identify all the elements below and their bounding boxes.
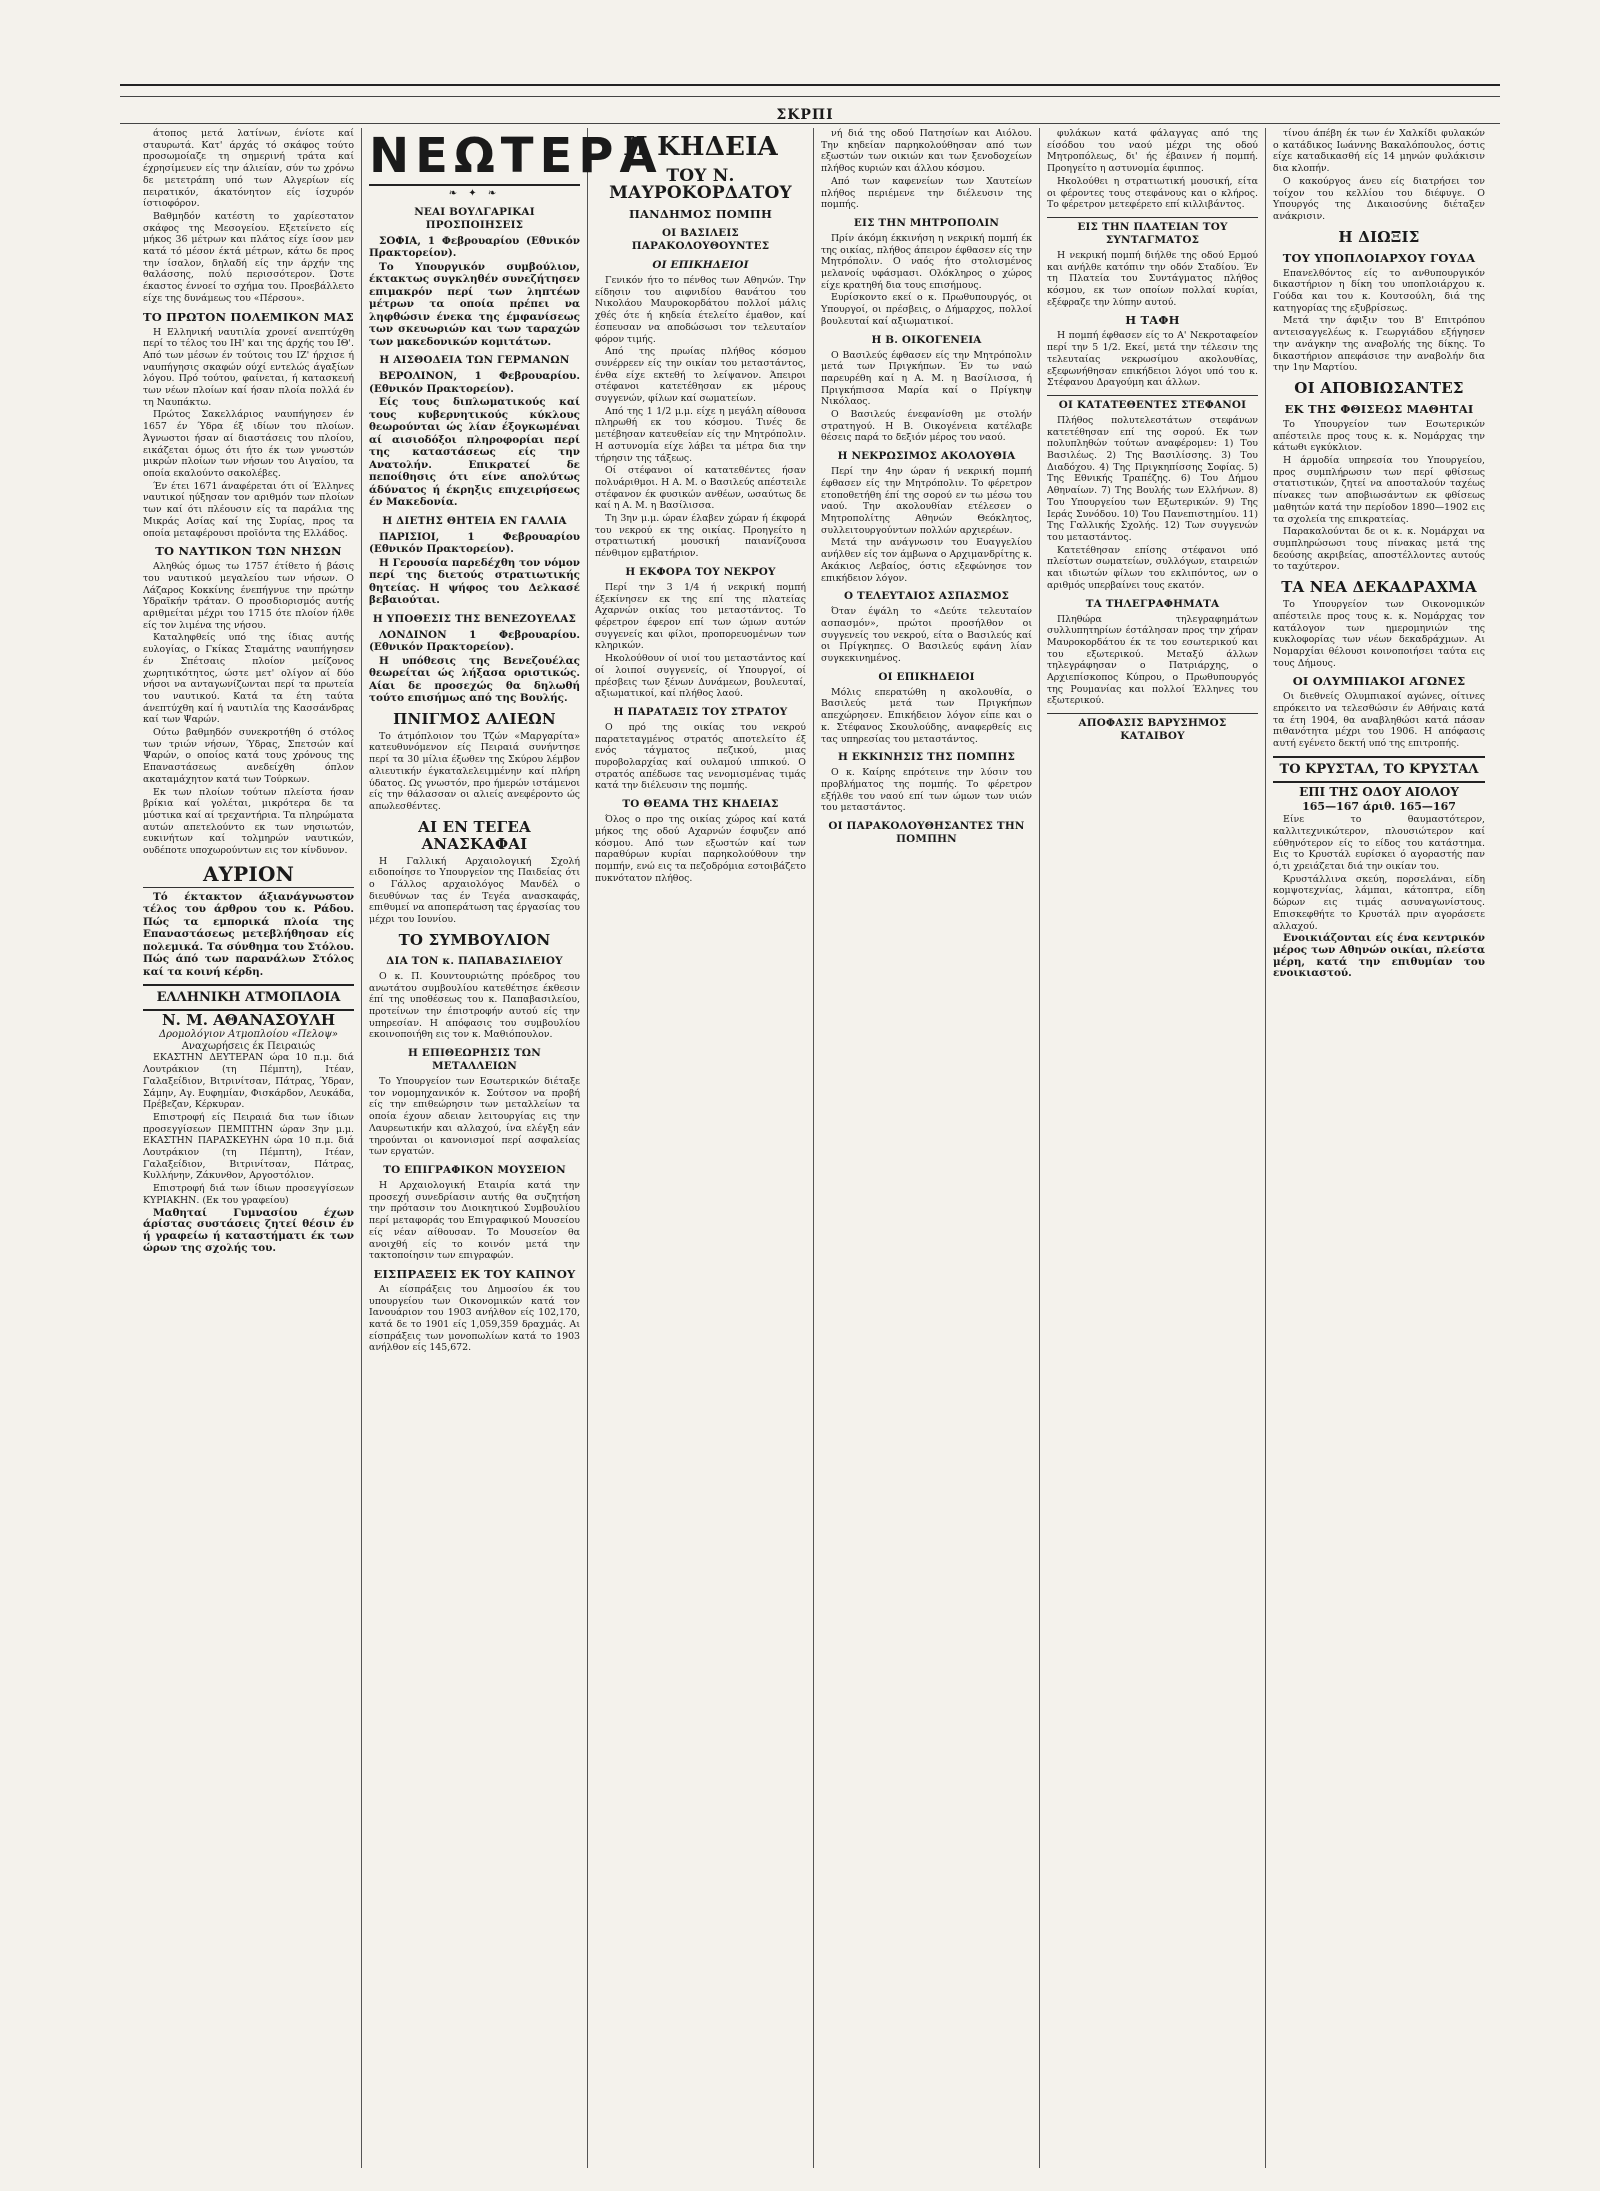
classified-ad: Μαθηταί Γυμνασίου έχων άρίστας συστάσεις ζητεί θέσιν έν ή γραφείω ή καταστήματι έκ των ώρων της σχολής του.: [143, 1206, 354, 1254]
section-masthead: ΝΕΩΤΕΡΑ: [369, 128, 663, 184]
column-6: [1266, 128, 1492, 2168]
dispatch-dateline: ΛΟΝΔΙΝΟΝ 1 Φεβρουαρίου. (Εθνικόν Πρακτορείον).: [369, 628, 580, 654]
section-heading: ΕΙΣΠΡΑΞΕΙΣ ΕΚ ΤΟΥ ΚΑΠΝΟΥ: [373, 1266, 576, 1281]
paragraph: Γενικόν ήτο το πένθος των Αθηνών. Την είδησιν του αιφνιδίου θανάτου του Νικολάου Μαυροκορδάτου πολλοί μάλις χθές ότε ή κηδεία έτελείτο έμαθον, καί έσπευσαν να αποδώσωσι τον τελευταίον φόρον τιμής.: [595, 275, 806, 345]
section-heading: ΤΟ ΠΡΩΤΟΝ ΠΟΛΕΜΙΚΟΝ ΜΑΣ: [143, 309, 354, 324]
paragraph: Ηκολούθει η στρατιωτική μουσική, είτα οι φέροντες τους στεφάνους και ο κλήρος. Το φέρετρον μετεφέρετο επί κιλλιβάντος.: [1047, 175, 1258, 211]
paragraph: Παρακαλούνται δε οι κ. κ. Νομάρχαι να συμπληρώσωσι τους πίνακας μετά της δεούσης ακριβείας, αποστέλλοντες αυτούς το ταχύτερον.: [1273, 526, 1485, 573]
paragraph: Πλήθος πολυτελεστάτων στεφάνων κατετέθησαν επί της σορού. Εκ των πολυπληθών τούτων αναφέρομεν: 1) Του Βασιλέως. 2) Της Βασιλίσσης. 3) Του Διαδόχου. 4) Της Πριγκηπίσσης Σοφίας. 5) Της Εθνικής Τραπέζης. 6) Του Δήμου Αθηναίων. 7) Της Βουλής των Ελλήνων. 8) Του Υπουργείου των Εξωτερικών. 9) Της Ιεράς Συνόδου. 10) Του Πανεπιστημίου. 11) Της Γαλλικής Σχολής. 12) Των συγγενών του μεταστάντος.: [1047, 414, 1258, 543]
section-heading: ΤΟ ΣΥΜΒΟΥΛΙΟΝ: [398, 930, 551, 949]
dispatch-text: Είς τους διπλωματικούς καί τους κυβερνητικούς κύκλους θεωρούνται ώς λίαν έξογκωμέναι αί αισιοδόξοι πληροφορίαι περί της καταστάσεως είς την Ανατολήν. Επικρατεί δε πεποίθησις ότι είνε απολύτως άδύνατος ή έκρηξις επιχειρήσεως έν Μακεδονία.: [369, 396, 580, 509]
paragraph: Ο Βασιλεύς ένεφανίσθη με στολήν στρατηγού. Η Β. Οικογένεια κατέλαβε θέσεις παρά το δεξιόν μέρος του ναού.: [821, 409, 1032, 444]
folio-rule: [120, 123, 1500, 124]
paragraph: Αι είσπράξεις του Δημοσίου έκ του υπουργείου των Οικονομικών κατά τον Ιανουάριον του 1903 ανήλθον είς 102,170, κατά δε το 1901 είς 1,059,359 δραχμάς. Αι είσπράξεις των μονοπωλίων κατά το 1903 ανήλθον είς 145,672.: [369, 1283, 580, 1354]
paragraph: Οι διεθνείς Ολυμπιακοί αγώνες, οίτινες επρόκειτο να τελεσθώσιν έν Αθήναις κατά τα έτη 1904, θα αναβληθώσι κατά πάσαν πιθανότητα μέχρι του 1906. Η απόφασις αυτή εγένετο δεκτή υπό της επιτροπής.: [1273, 691, 1485, 750]
section-subheading: ΤΟΥ ΥΠΟΠΛΟΙΑΡΧΟΥ ΓΟΥΔΑ: [1282, 250, 1476, 265]
section-heading: ΑΙ ΕΝ ΤΕΓΕΑ ΑΝΑΣΚΑΦΑΙ: [418, 817, 531, 853]
paragraph: Το άτμόπλοιον του Τζών «Μαργαρίτα» κατευθυνόμενον είς Πειραιά συνήντησε περί τα 30 μίλια έξωθεν της Σκύρου λέμβον αλιευτικήν έγκαταλελειμμένην καί πλήρη ύδατος. Ως γνωστόν, προ ήμερών ιστάμενοι είς την θάλασσαν οι αλιείς ανεφέροντο ώς απωλεσθέντες.: [369, 730, 580, 812]
section-heading: ΠΝΙΓΜΟΣ ΑΛΙΕΩΝ: [393, 709, 556, 728]
paragraph: Αληθώς όμως τω 1757 έτίθετο ή βάσις του ναυτικού μεγαλείου των νήσων. Ο Λάζαρος Κοκκίνης ένεπήγνυε την πρώτην Υδραϊκήν τράταν. Ο προσδιορισμός αυτής αριθμείται μέχρι του 1715 ότε πλοίον ήλθε είς τον λιμένα της νήσου.: [143, 561, 354, 631]
ad-subtitle: ΕΠΙ ΤΗΣ ΟΔΟΥ ΑΙΟΛΟΥ: [1299, 784, 1459, 799]
paragraph: τίνου άπέβη έκ των έν Χαλκίδι φυλακών ο κατάδικος Ιωάννης Βακαλόπουλος, όστις είχε καταδικασθή είς 14 μηνών φυλάκισιν δια κλοπήν.: [1273, 128, 1485, 175]
column-4: [814, 128, 1040, 2168]
paragraph: Εκ των πλοίων τούτων πλείστα ήσαν βρίκια καί γολέται, μικρότερα δε τα μύστικα καί αί τρεχαντήρια. Τα πληρώματα αυτών απετελούντο εκ των νησιωτών, ευκινήτων καί τολμηρών ναυτικών, ουδέποτε υποχωρούντων εις τον κίνδυνον.: [143, 786, 354, 857]
paragraph: Η Γαλλική Αρχαιολογική Σχολή ειδοποίησε το Υπουργείον της Παιδείας ότι ο Γάλλος αρχαιολόγος Μανδέλ ο διευθύνων τας έν Τεγέα ανασκαφάς, επιθυμεί να αποπεράτωση τας έργασίας του μέχρι του Ιουνίου.: [369, 855, 580, 926]
section-heading: Η ΥΠΟΘΕΣΙΣ ΤΗΣ ΒΕΝΕΖΟΥΕΛΑΣ: [372, 612, 577, 625]
header-rule-thin: [120, 96, 1500, 97]
paragraph: Έν έτει 1671 άναφέρεται ότι οί Έλληνες ναυτικοί ηύξησαν τον αριθμόν των πλοίων των καί ότι πλέουσιν είς τα παράλια της Μικράς Ασίας καί της Συρίας, προς τα οποία μεταφέρουσι προϊόντα της Ελλάδος.: [143, 480, 354, 539]
section-heading: Η Β. ΟΙΚΟΓΕΝΕΙΑ: [871, 333, 982, 346]
paragraph: Το Υπουργείον των Εσωτερικών διέταξε τον νομομηχανικόν κ. Σούτσον να προβή είς την επιθεώρησιν των μεταλλείων τα οποία έχουν αδειαν λειτουργίας εις την Λαυρεωτικήν και αλλαχού, ίνα ελέγξη εάν τηρούνται οι κανονισμοί περί ασφαλείας των εργατών.: [369, 1076, 580, 1158]
paragraph: Μετά την ανάγνωσιν του Ευαγγελίου ανήλθεν είς τον άμβωνα ο Αρχιμανδρίτης κ. Ακάκιος Λεβαίος, όστις εξεφώνησε τον επικήδειον λόγον.: [821, 537, 1032, 584]
section-heading: ΟΙ ΠΑΡΑΚΟΛΟΥΘΗΣΑΝΤΕΣ ΤΗΝ ΠΟΜΠΗΝ: [828, 820, 1025, 846]
section-heading: Η ΑΙΣΘΟΔΕΙΑ ΤΩΝ ΓΕΡΜΑΝΩΝ: [379, 354, 570, 367]
paragraph: Η Αρχαιολογική Εταιρία κατά την προσεχή συνεδρίασιν αυτής θα συζητήση την πρότασιν του Διοικητικού Συμβουλίου περί μεταφοράς του Επιγραφικού Μουσείου είς νέαν αίθουσαν. Το Μουσείον θα ανοιχθή είς το κοινόν μετά την τακτοποίησιν των επιγραφών.: [369, 1179, 580, 1262]
section-heading: ΟΙ ΑΠΟΒΙΩΣΑΝΤΕΣ: [1294, 378, 1464, 397]
paragraph: Ηκολούθουν οί υιοί του μεταστάντος καί οί λοιποί συγγενείς, οί Υπουργοί, οί πρέσβεις των ξένων Δυνάμεων, βουλευταί, αξιωματικοί, καί πλήθος λαού.: [595, 653, 806, 700]
paragraph: Επανελθόντος είς το ανθυπουργικόν δικαστήριον η δίκη του υποπλοιάρχου κ. Γούδα και του κ. Κουτσούλη, διά της κατηγορίας της εξυβρίσεως.: [1273, 267, 1485, 314]
paragraph: Το Υπουργείον των Εσωτερικών απέστειλε προς τους κ. κ. Νομάρχας την κάτωθι εγκύκλιον.: [1273, 418, 1485, 454]
paragraph: Η πομπή έφθασεν είς το Α' Νεκροταφείον περί την 5 1/2. Εκεί, μετά την τέλεσιν της τελευταίας νεκρωσίμου ακολουθίας, εξεφωνήθησαν επικήδειοι λόγοι υπό του κ. Στέφανου Δραγούμη και άλλων.: [1047, 330, 1258, 389]
ad-paragraph: Κρυστάλλινα σκεύη, πορσελάναι, είδη κομψοτεχνίας, λάμπαι, κάτοπτρα, είδη δώρων εις τιμάς ασυναγωνίστους. Επισκεφθήτε το Κρυστάλ πριν αγοράσετε αλλαχού.: [1273, 873, 1485, 932]
atrion-notice: Τό έκτακτον άξιανάγνωστον τέλος του άρθρου του κ. Ράδου. Πώς τα εμπορικά πλοία της Επαναστάσεως μετεβλήθησαν είς πολεμικά. Τα σύνθημα του Στόλου. Πώς άπό των παρανάλων Στόλος καί τα κοινή κέρδη.: [143, 890, 354, 978]
paragraph: Περί την 3 1/4 ή νεκρική πομπή έξεκίνησεν εκ της επί της πλατείας Αχαρνών οικίας του μεταστάντος. Το φέρετρον έφερον επί των ώμων αυτών συγγενείς και φίλοι, προπορευομένων των κληρικών.: [595, 581, 806, 652]
paragraph: Η Ελληνική ναυτιλία χρονεί ανεπτύχθη περί το τέλος του ΙΗ' και της άρχής του ΙΘ'. Από των μέσων έν τούτοις του ΙΖ' ήρχισε ή ναυπήγησις σκαφών ούχί εντελώς άγαξίων λόγου. Πρό τούτου, φαίνεται, ή κατασκευή των νέων πλοίων καί ήσαν πλοία πολλά έν τη Ναυπάκτω.: [143, 326, 354, 408]
paragraph: Ο πρό της οικίας του νεκρού παρατεταγμένος στρατός αποτελείτο έξ ενός τάγματος πεζικού, μιας πυροβολαρχίας καί ουλαμού ιππικού. Ο στρατός απέδωσε τας νενομισμένας τιμάς κατά την διέλευσιν της πομπής.: [595, 721, 806, 792]
paragraph: Η νεκρική πομπή διήλθε της οδού Ερμού και ανήλθε κατόπιν την οδόν Σταδίου. Έν τη Πλατεία του Συντάγματος πλήθος κόσμου, εκ των οποίων πολλαί κυρίαι, εξέφραζε την λύπην αυτού.: [1047, 249, 1258, 308]
section-subheading: ΔΙΑ ΤΟΝ κ. ΠΑΠΑΒΑΣΙΛΕΙΟΥ: [386, 954, 563, 967]
dispatch-dateline: ΣΟΦΙΑ, 1 Φεβρουαρίου (Εθνικόν Πρακτορείον).: [369, 234, 580, 260]
paragraph: νή διά της οδού Πατησίων και Αιόλου. Την κηδείαν παρηκολούθησαν από των εξωστών των οικιών και των ξενοδοχείων πλήθος κυριών και άλλου κόσμου.: [821, 128, 1032, 175]
section-heading: ΟΙ ΟΛΥΜΠΙΑΚΟΙ ΑΓΩΝΕΣ: [1292, 674, 1466, 689]
ad-paragraph: Επιστροφή διά των ίδιων προσεγγίσεων ΚΥΡΙΑΚΗΝ. (Εκ του γραφείου): [143, 1183, 354, 1206]
section-heading: Η ΔΙΩΞΙΣ: [1338, 227, 1420, 246]
section-heading: ΟΙ ΚΑΤΑΤΕΘΕΝΤΕΣ ΣΤΕΦΑΝΟΙ: [1047, 395, 1258, 412]
atrion-heading: ΑΥΡΙΟΝ: [143, 863, 354, 888]
funeral-deck: ΠΑΝΔΗΜΟΣ ΠΟΜΠΗ: [628, 207, 773, 221]
paragraph: Ευρίσκοντο εκεί ο κ. Πρωθυπουργός, οι Υπουργοί, οι πρέσβεις, ο Δήμαρχος, πολλοί βουλευταί καί αξιωματικοί.: [821, 292, 1032, 327]
ad-departures-label: Αναχωρήσεις έκ Πειραιώς: [181, 1040, 316, 1052]
funeral-headline: Η ΚΗΔΕΙΑ: [623, 132, 778, 162]
header-rule: [120, 84, 1500, 86]
ad-company-name: Ν. Μ. ΑΘΑΝΑΣΟΥΛΗ: [161, 1011, 336, 1030]
dispatch-text: Η Γερουσία παρεδέχθη τον νόμον περί της διετούς στρατιωτικής θητείας. Η ψήφος του Δελκασέ βεβαιούται.: [369, 556, 580, 607]
dispatch-text: Η υπόθεσις της Βενεζουέλας θεωρείται ώς λήξασα οριστικώς. Αίαι δε προσεχώς θα δηλωθή τούτο επισήμως από της Βουλής.: [369, 654, 580, 705]
funeral-deck: ΟΙ ΒΑΣΙΛΕΙΣ ΠΑΡΑΚΟΛΟΥΘΟΥΝΤΕΣ: [631, 227, 770, 252]
paragraph: Το Υπουργείον των Οικονομικών απέστειλε προς τους κ. κ. Νομάρχας τον κατάλογον των ημερομηνιών της κυκλοφορίας των νέων δεκαδράχμων. Αι Νομαρχίαι θέλουσι κοινοποιήσει ταύτα εις τους Δήμους.: [1273, 599, 1485, 669]
classified-ad: Ενοικιάζονται είς ένα κεντρικόν μέρος των Αθηνών οικίαι, πλείστα μέρη, κατά την επιθυμίαν του ενοικιαστού.: [1273, 932, 1485, 980]
section-heading: Η ΕΠΙΘΕΩΡΗΣΙΣ ΤΩΝ ΜΕΤΑΛΛΕΙΩΝ: [408, 1047, 541, 1073]
dispatch-text: Το Υπουργικόν συμβούλιον, έκτακτως συγκληθέν συνεζήτησεν επιμακρόν περί των ληπτέων μέτρων τα οποία πρέπει να ληφθώσιν ένεκα της έμφανίσεως των σκευωριών και των ταραχών των μακεδονικών κομιτάτων.: [369, 260, 580, 348]
paragraph: Από των καφενείων των Χαυτείων πλήθος περιέμενε την διέλευσιν της πομπής.: [821, 175, 1032, 211]
section-heading: Η ΤΑΦΗ: [1125, 313, 1180, 328]
section-heading: ΝΕΑΙ ΒΟΥΛΓΑΡΙΚΑΙ ΠΡΟΣΠΟΙΗΣΕΙΣ: [414, 205, 535, 231]
paragraph: Μόλις επερατώθη η ακολουθία, ο Βασιλεύς μετά των Πριγκήπων απεχώρησεν. Επικήδειον λόγον είπε και ο κ. Στέφανος Σκουλούδης, αναφερθείς εις τας υπηρεσίας του μεταστάντος.: [821, 686, 1032, 745]
column-5: [1040, 128, 1266, 2168]
paragraph: Μετά την άφιξιν του Β' Επιτρόπου αντεισαγγελέως κ. Γεωργιάδου εξήγησεν την ανάγκην της αναβολής της δίκης. Το δικαστήριον απεφάσισε την αναβολήν δια την 1ην Μαρτίου.: [1273, 315, 1485, 374]
paragraph: Οί στέφανοι οί κατατεθέντες ήσαν πολυάριθμοι. Η Α. Μ. ο Βασιλεύς απέστειλε στέφανον έκ φυσικών ανθέων, ωσαύτως δε καί η Α. Μ. η Βασίλισσα.: [595, 465, 806, 512]
paragraph: Ο Βασιλεύς έφθασεν είς την Μητρόπολιν μετά των Πριγκήπων. Έν τω ναώ παρευρέθη καί η Α. Μ. η Βασίλισσα, ή Πριγκήπισσα Μαρία καί ο Πρίγκηψ Νικόλαος.: [821, 349, 1032, 408]
section-heading: ΕΙΣ ΤΗΝ ΠΛΑΤΕΙΑΝ ΤΟΥ ΣΥΝΤΑΓΜΑΤΟΣ: [1047, 217, 1258, 247]
ad-paragraph: ΕΚΑΣΤΗΝ ΔΕΥΤΕΡΑΝ ώρα 10 π.μ. διά Λουτράκιον (τη Πέμπτη), Ιτέαν, Γαλαξείδιον, Βιτρινίτσαν, Πάτρας, Ύδραν, Σάμην, Αγ. Ευφημίαν, Φισκάρδον, Λευκάδα, Πρέβεζαν, Κέρκυραν.: [143, 1052, 354, 1111]
newspaper-page: [136, 128, 1496, 2168]
section-heading: ΤΟ ΘΕΑΜΑ ΤΗΣ ΚΗΔΕΙΑΣ: [622, 798, 779, 811]
page-folio: ΣΚΡΠΙ: [776, 107, 834, 123]
ad-address-number: 165—167 άριθ. 165—167: [1302, 799, 1456, 813]
ad-paragraph: Επιστροφή είς Πειραιά δια των ίδιων προσεγγίσεων ΠΕΜΠΤΗΝ ώραν 3ην μ.μ. ΕΚΑΣΤΗΝ ΠΑΡΑΣΚΕΥΗΝ ώρα 10 π.μ. διά Λουτράκιον (τη Πέμπτη), Ιτέαν, Γαλαξείδιον, Βιτρινίτσαν, Πάτρας, Κυλλήνην, Ζάκυνθον, Αργοστόλιον.: [143, 1111, 354, 1182]
paragraph: Βαθμηδόν κατέστη το χαρίεστατον σκάφος της Μεσογείου. Εξετείνετο είς μήκος 36 μέτρων και πλάτος είχε ίσον μεν κατά τό μέσον έκτά μέτρων, κάτω δε προς την ίσαλον, δηλαδή είς την άρχήν της θαλάσσης, πολύ περισσότερον. Ώστε έκαστος έννοεί το σχήμα του. Προεβάλλετο είχε της δυνάμεως του «Πέρσου».: [143, 210, 354, 304]
paragraph: Ο κ. Π. Κουντουριώτης πρόεδρος του ανωτάτου συμβουλίου κατεθέτησε έκθεσιν έπί της υποθέσεως του κ. Παπαβασιλείου, προτείνων την έπιστροφήν αυτού είς την υπηρεσίαν. Η απόφασις του συμβουλίου εκοινοποιήθη εις τον κ. Μαθιόπουλον.: [369, 970, 580, 1041]
masthead-ornament: ❧ ✦ ❧: [448, 188, 501, 199]
section-heading: Η ΔΙΕΤΗΣ ΘΗΤΕΙΑ ΕΝ ΓΑΛΛΙΑ: [382, 514, 567, 527]
dispatch-dateline: ΒΕΡΟΛΙΝΟΝ, 1 Φεβρουαρίου. (Εθνικόν Πρακτορείον).: [369, 370, 580, 395]
funeral-deck: ΟΙ ΕΠΙΚΗΔΕΙΟΙ: [652, 259, 749, 271]
paragraph: Από της 1 1/2 μ.μ. είχε η μεγάλη αίθουσα πληρωθή εκ του κόσμου. Τινές δε μετέβησαν κατευθείαν είς την Μητρόπολιν. Η αστυνομία είχε λάβει τα μέτρα δια την τήρησιν της τάξεως.: [595, 405, 806, 464]
section-heading: Η ΝΕΚΡΩΣΙΜΟΣ ΑΚΟΛΟΥΘΙΑ: [837, 450, 1016, 463]
paragraph: Κατετέθησαν επίσης στέφανοι υπό πλείστων σωματείων, συλλόγων, εταιρειών και ιδιωτών φίλων του εκλιπόντος, ων ο αριθμός υπερβαίνει τους εκατόν.: [1047, 544, 1258, 591]
paragraph: Πληθώρα τηλεγραφημάτων συλλυπητηρίων έστάλησαν προς την χήραν Μαυροκορδάτου έκ τε του εσωτερικού και του εξωτερικού. Μεταξύ άλλων τηλεγράφησαν ο Πατριάρχης, ο Αρχιεπίσκοπος Κύπρου, ο Πρωθυπουργός της Ρουμανίας και πολλοί Έλληνες του εξωτερικού.: [1047, 613, 1258, 707]
paragraph: Ούτω βαθμηδόν συνεκροτήθη ό στόλος των τριών νήσων, Ύδρας, Σπετσών καί Ψαρών, ο οποίος κατά τους χρόνους της Επαναστάσεως ανεδείχθη όπλον ακαταμάχητον κατά των Τούρκων.: [143, 727, 354, 785]
paragraph: Ο κακούργος άνευ είς διατρήσει τον τοίχον του κελλίου του διέφυγε. Ο Υπουργός της Δικαιοσύνης διέταξεν ανάκρισιν.: [1273, 175, 1485, 222]
paragraph: Η άρμοδία υπηρεσία του Υπουργείου, προς συμπλήρωσιν των περί φθίσεως στατιστικών, ζητεί να αποσταλούν ταχέως πίνακες των αποβιωσάντων εκ φθίσεως μαθητών κατά την περίοδον 1890—1902 εις τα σχολεία της επικρατείας.: [1273, 455, 1485, 525]
section-heading: ΟΙ ΕΠΙΚΗΔΕΙΟΙ: [878, 670, 975, 683]
column-2: [362, 128, 663, 2168]
funeral-subheadline: ΤΟΥ Ν. ΜΑΥΡΟΚΟΡΔΑΤΟΥ: [609, 166, 792, 203]
ad-subtitle: Δρομολόγιον Ατμοπλοίου «Πελοψ»: [158, 1028, 339, 1040]
paragraph: Τη 3ην μ.μ. ώραν έλαβεν χώραν ή έκφορά του νεκρού εκ της οικίας. Προηγείτο η στρατιωτική μουσική παιανίζουσα πένθιμον εμβατήριον.: [595, 513, 806, 560]
section-subheading: ΕΚ ΤΗΣ ΦΘΙΣΕΩΣ ΜΑΘΗΤΑΙ: [1284, 401, 1474, 416]
paragraph: Από της πρωίας πλήθος κόσμου συνέρρεεν είς την οικίαν του μεταστάντος, ένθα είχε εκτεθή το λείψανον. Άπειροι στέφανοι κατετέθησαν εκ μέρους συγγενών, φίλων καί σωματείων.: [595, 346, 806, 405]
paragraph: φυλάκων κατά φάλαγγας από της είσόδου του ναού μέχρι της οδού Μητροπόλεως, δι' ής έβαινεν ή πομπή. Προηγείτο η αστυνομία έφιππος.: [1047, 128, 1258, 175]
section-heading: Η ΕΚΚΙΝΗΣΙΣ ΤΗΣ ΠΟΜΠΗΣ: [837, 751, 1016, 764]
paragraph: Καταληφθείς υπό της ίδιας αυτής ευλογίας, ο Γκίκας Σταμάτης ναυπήγησεν έν Σπέτσαις πλοίον μείζονος χωρητικότητος, ώστε μετ' ολίγον αί δύο νήσοι να ανταγωνίζωνται περί τα πρωτεία του ναυτικού. Κατά τα έτη ταύτα άνεπτύχθη καί ή ναυτιλία της Κασσάνδρας καί των Ψαρών.: [143, 632, 354, 726]
section-heading: ΑΠΟΦΑΣΙΣ ΒΑΡΥΣΗΜΟΣ ΚΑΤΑΙΒΟΥ: [1047, 713, 1258, 743]
column-3: [588, 128, 814, 2168]
paragraph: Όταν έψάλη το «Δεύτε τελευταίον ασπασμόν», πρώτοι προσήλθον οι συγγενείς του νεκρού, είτα ο Βασιλεύς καί οι Πρίγκηπες. Ο Βασιλεύς εφάνη λίαν συγκεκινημένος.: [821, 606, 1032, 665]
section-heading: Ο ΤΕΛΕΥΤΑΙΟΣ ΑΣΠΑΣΜΟΣ: [843, 590, 1010, 603]
section-heading: ΕΙΣ ΤΗΝ ΜΗΤΡΟΠΟΛΙΝ: [853, 216, 1000, 229]
section-heading: ΤΟ ΕΠΙΓΡΑΦΙΚΟΝ ΜΟΥΣΕΙΟΝ: [383, 1163, 566, 1176]
section-heading: Η ΕΚΦΟΡΑ ΤΟΥ ΝΕΚΡΟΥ: [625, 565, 776, 578]
paragraph: άτοπος μετά λατίνων, ένίοτε καί σταυρωτά. Κατ' άρχάς τό σκάφος τούτο προσωμοίαζε τη σημερινή τράτα καί έχρησίμευεν είς την άλιείαν, σύν τω χρόνω δε μετετράπη υπό των Αλγερίων είς πειρατικόν, άκατόνητον είς ίσχυρόν ίστιοφόρον.: [143, 128, 354, 210]
ad-paragraph: Είνε το θαυμαστότερον, καλλιτεχνικώτερον, πλουσιώτερον καί εύθηνότερον είς το είδος του κατάστημα. Εις το Κρυστάλ ευρίσκει ό αγοραστής παν ό,τι χρειάζεται διά την οικίαν του.: [1273, 814, 1485, 873]
column-1: [136, 128, 362, 2168]
section-heading: ΤΟ ΝΑΥΤΙΚΟΝ ΤΩΝ ΝΗΣΩΝ: [155, 544, 342, 559]
ad-title: ΕΛΛΗΝΙΚΗ ΑΤΜΟΠΛΟΙΑ: [143, 984, 354, 1011]
paragraph: Ο κ. Καίρης επρότεινε την λύσιν του προβλήματος της πομπής. Το φέρετρον εξήλθε του ναού επί των ώμων των υιών του μεταστάντος.: [821, 767, 1032, 814]
paragraph: Πρώτος Σακελλάριος ναυπήγησεν έν 1657 έν Ύδρα έξ ιδίων του πλοίων. Άγνωστοι ήσαν αί διαστάσεις του πλοίου, εικάζεται όμως ότι ήτο έκ των γνωστών μικρών πλοίων των νήσων του Αιγαίου, τα οποία εκαλούντο σακολέβες.: [143, 409, 354, 479]
section-heading: Η ΠΑΡΑΤΑΞΙΣ ΤΟΥ ΣΤΡΑΤΟΥ: [613, 705, 788, 718]
paragraph: Όλος ο προ της οικίας χώρος καί κατά μήκος της οδού Αχαρνών έσφυζεν από κόσμου. Από των εξωστών καί των παραθύρων κυρίαι παρηκολούθουν την πομπήν, ενώ εις τα πεζοδρόμια εστοιβάζετο πυκνότατον πλήθος.: [595, 814, 806, 884]
dispatch-dateline: ΠΑΡΙΣΙΟΙ, 1 Φεβρουαρίου (Εθνικόν Πρακτορείον).: [369, 530, 580, 556]
paragraph: Πρίν άκόμη έκκινήση η νεκρική πομπή έκ της οικίας, πλήθος άπειρον έφθασεν είς την Μητρόπολιν. Ο ναός ήτο στολισμένος μελανοίς υφάσμασι. Ολόκληρος ο χώρος είχε κρατηθή δια τους επισήμους.: [821, 232, 1032, 291]
section-heading: ΤΑ ΤΗΛΕΓΡΑΦΗΜΑΤΑ: [1085, 597, 1220, 610]
ad-title: ΤΟ ΚΡΥΣΤΑΛ, ΤΟ ΚΡΥΣΤΑΛ: [1273, 756, 1485, 783]
section-heading: ΤΑ ΝΕΑ ΔΕΚΑΔΡΑΧΜΑ: [1281, 578, 1477, 597]
paragraph: Περί την 4ην ώραν ή νεκρική πομπή έφθασεν είς την Μητρόπολιν. Το φέρετρον ετοποθετήθη έπί της σορού εν τω μέσω του ναού. Την ακολουθίαν ετέλεσεν ο Μητροπολίτης Αθηνών Θεόκλητος, συλλειτουργούντων πολλών αρχιερέων.: [821, 466, 1032, 536]
